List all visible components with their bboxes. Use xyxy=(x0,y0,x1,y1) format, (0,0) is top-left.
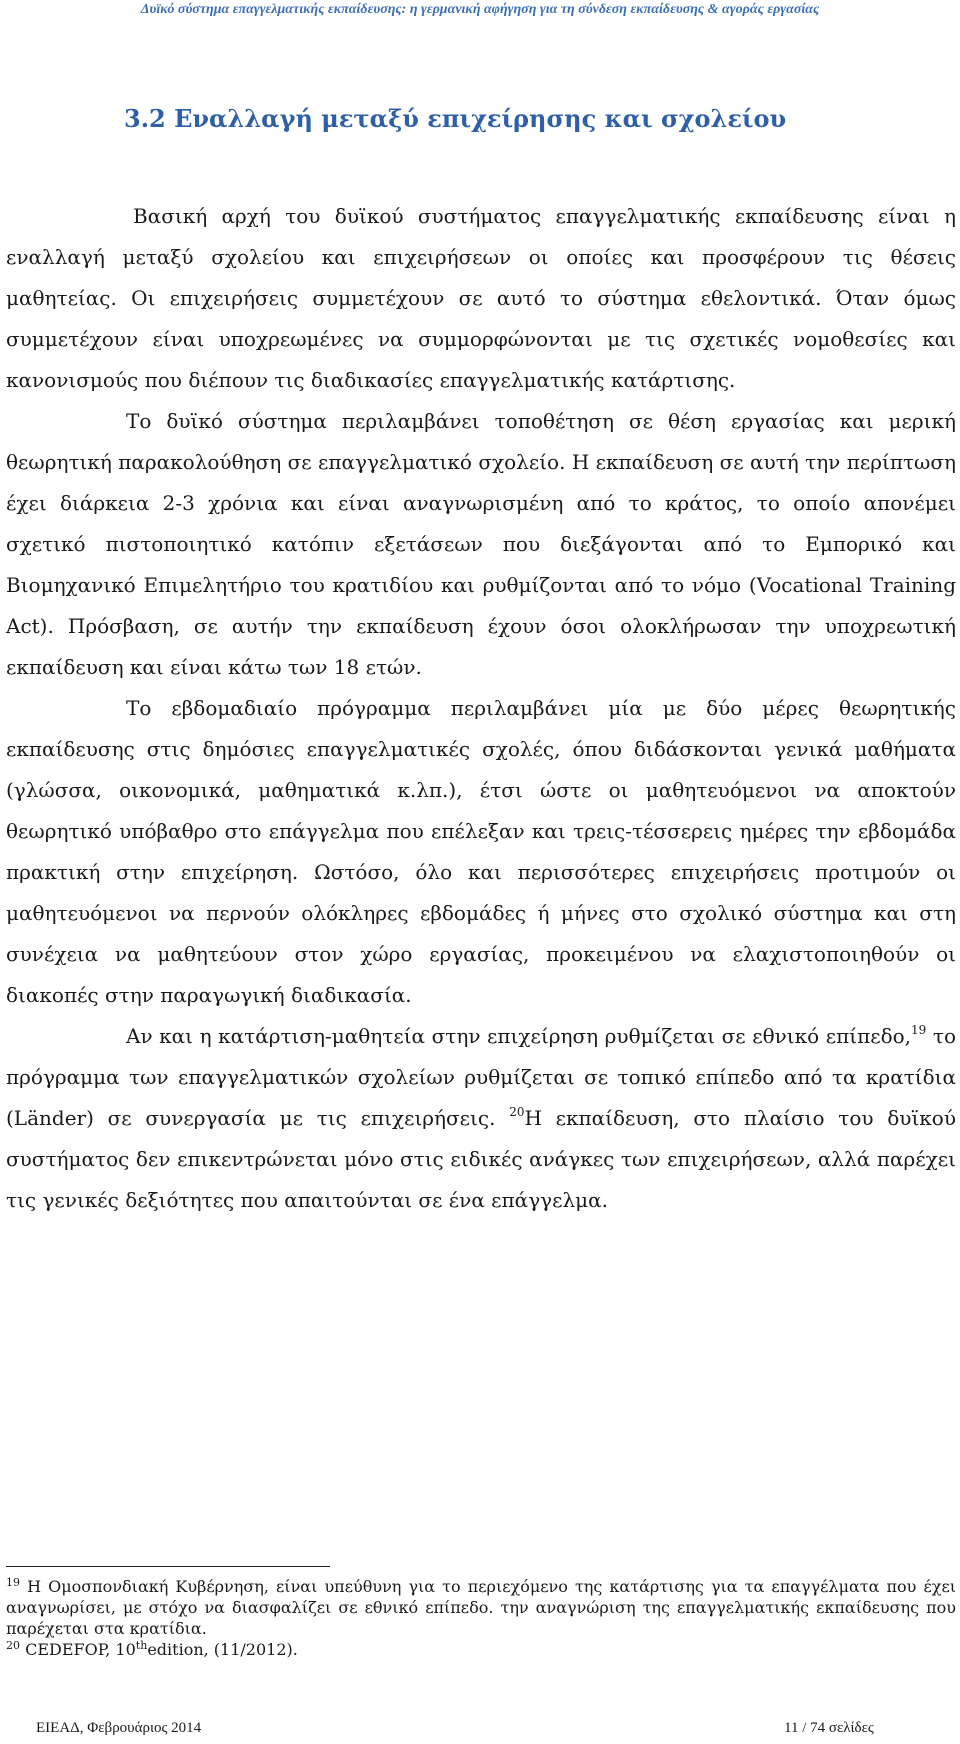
paragraph-4-text-a: Αν και η κατάρτιση-μαθητεία στην επιχείρηση ρυθμίζεται σε εθνικό επίπεδο, xyxy=(126,1024,912,1048)
footnote-20-text-b: edition, (11/2012). xyxy=(147,1640,298,1659)
body-text xyxy=(6,196,956,1221)
paragraph-1: Βασική αρχή του δυϊκού συστήματος επαγγελματικής εκπαίδευσης είναι η εναλλαγή μεταξύ σχολείου και επιχειρήσεων οι οποίες και προσφέρουν τις θέσεις μαθητείας. Οι επιχειρήσεις συμμετέχουν σε αυτό το σύστημα εθελοντικά. Όταν όμως συμμετέχουν είναι υποχρεωμένες να συμμορφώνονται με τις σχετικές νομοθεσίες και κανονισμούς που διέπουν τις διαδικασίες επαγγελματικής κατάρτισης. xyxy=(6,204,956,392)
footnote-ref-19[interactable]: 19 xyxy=(911,1023,927,1037)
footnote-20 xyxy=(6,1639,956,1660)
paragraph-4 xyxy=(6,1016,956,1221)
section-title: 3.2 Εναλλαγή μεταξύ επιχείρησης και σχολείου xyxy=(124,104,787,133)
paragraph-3: Το εβδομαδιαίο πρόγραμμα περιλαμβάνει μία με δύο μέρες θεωρητικής εκπαίδευσης στις δημόσιες επαγγελματικές σχολές, όπου διδάσκονται γενικά μαθήματα (γλώσσα, οικονομικά, μαθηματικά κ.λπ.), έτσι ώστε οι μαθητευόμενοι να αποκτούν θεωρητικό υπόβαθρο στο επάγγελμα που επέλεξαν και τρεις-τέσσερεις ημέρες την εβδομάδα πρακτική στην επιχείρηση. Ωστόσο, όλο και περισσότερες επιχειρήσεις προτιμούν οι μαθητευόμενοι να περνούν ολόκληρες εβδομάδες ή μήνες στο σχολικό σύστημα και στη συνέχεια να μαθητεύουν στον χώρο εργασίας, προκειμένου να ελαχιστοποιηθούν οι διακοπές στην παραγωγική διαδικασία. xyxy=(6,696,956,1007)
footnotes xyxy=(6,1576,956,1660)
footnote-number-20: 20 xyxy=(6,1639,20,1652)
footnote-number-19: 19 xyxy=(6,1576,20,1589)
running-header: Δυϊκό σύστημα επαγγελματικής εκπαίδευσης: η γερμανική αφήγηση για τη σύνδεση εκπαίδευσης & αγοράς εργασίας xyxy=(140,2,820,17)
footnote-20-text-a: CEDEFOP, 10 xyxy=(20,1640,136,1659)
paragraph-4-text-c: Η εκπαίδευση, στο πλαίσιο του δυϊκού συστήματος δεν επικεντρώνεται μόνο στις ειδικές ανάγκες των επιχειρήσεων, αλλά παρέχει τις γενικές δεξιότητες που απαιτούνται σε ένα επάγγελμα. xyxy=(6,1106,957,1212)
footnote-19-text: Η Ομοσπονδιακή Κυβέρνηση, είναι υπεύθυνη για το περιεχόμενο της κατάρτισης για τα επαγγέλματα που έχει αναγνωρίσει, με στόχο να διασφαλίζει σε εθνικό επίπεδο. την αναγνώριση της επαγγελματικής εκπαίδευσης που παρέχεται στα κρατίδια. xyxy=(6,1577,956,1638)
paragraph-2: Το δυϊκό σύστημα περιλαμβάνει τοποθέτηση σε θέση εργασίας και μερική θεωρητική παρακολούθηση σε επαγγελματικό σχολείο. Η εκπαίδευση σε αυτή την περίπτωση έχει διάρκεια 2-3 χρόνια και είναι αναγνωρισμένη από το κράτος, το οποίο απονέμει σχετικό πιστοποιητικό κατόπιν εξετάσεων που διεξάγονται από το Εμπορικό και Βιομηχανικό Επιμελητήριο του κρατιδίου και ρυθμίζονται από το νόμο (Vocational Training Act). Πρόσβαση, σε αυτήν την εκπαίδευση έχουν όσοι ολοκλήρωσαν την υποχρεωτική εκπαίδευση και είναι κάτω των 18 ετών. xyxy=(6,409,956,679)
footnote-19 xyxy=(6,1576,956,1639)
footer-page-count: 11 / 74 σελίδες xyxy=(784,1720,874,1736)
paragraph-4-text-b: το πρόγραμμα των επαγγελματικών σχολείων ρυθμίζεται σε τοπικό επίπεδο από τα κρατίδια (Länder) σε συνεργασία με τις επιχειρήσεις. xyxy=(6,1024,956,1130)
footer-publisher-date: ΕΙΕΑΔ, Φεβρουάριος 2014 xyxy=(36,1720,202,1736)
footnote-divider xyxy=(6,1566,330,1567)
footnote-20-ordinal: th xyxy=(135,1639,148,1652)
footnote-ref-20[interactable]: 20 xyxy=(509,1105,525,1119)
